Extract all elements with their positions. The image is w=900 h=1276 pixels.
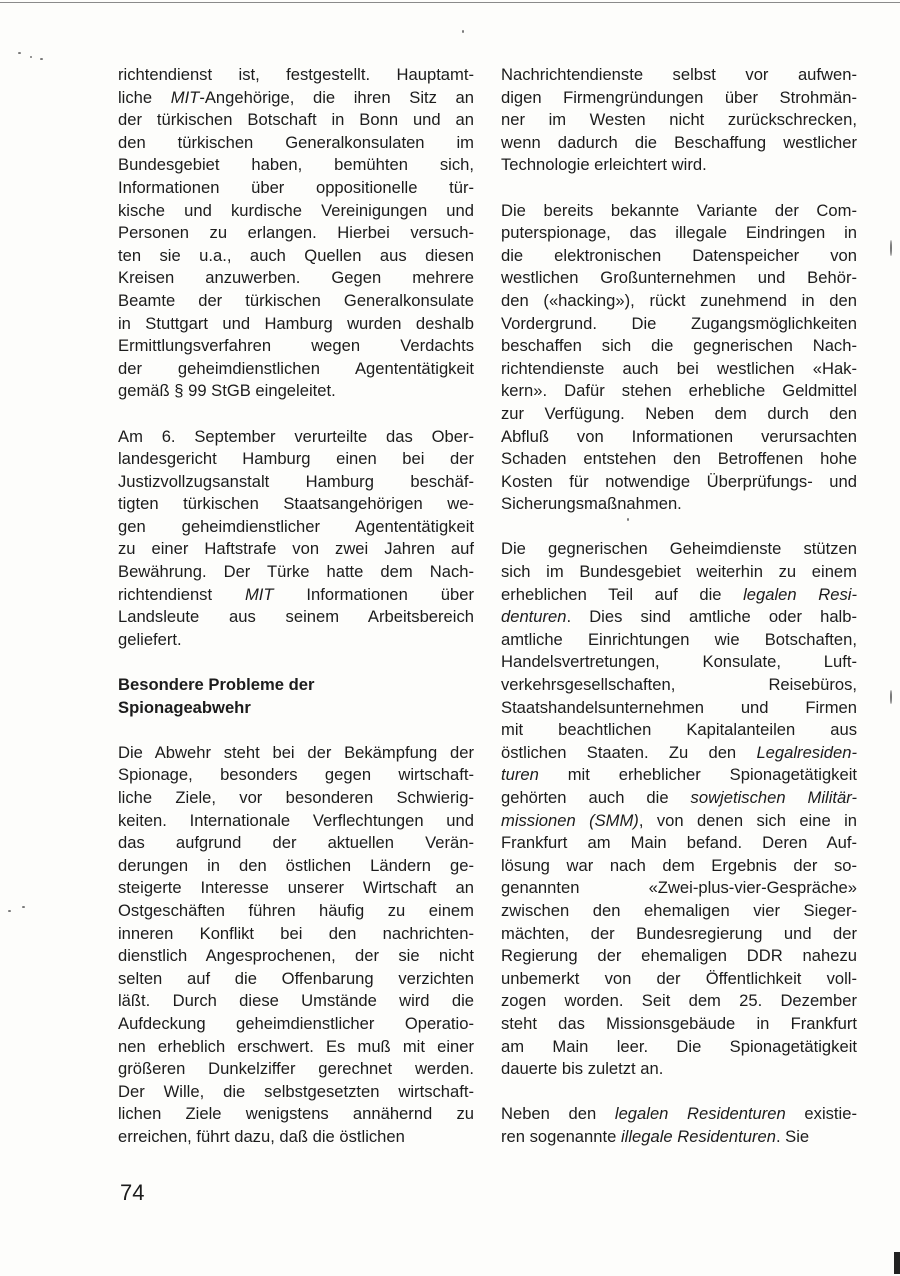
text-run: geliefert. [118, 629, 182, 649]
scan-speck [890, 240, 892, 256]
text-run: mit erheblicher Spionagetätigkeit [538, 765, 857, 785]
text-line [501, 132, 857, 155]
text-line [118, 787, 474, 810]
text-line [501, 1013, 857, 1036]
scan-speck [462, 30, 464, 33]
text-run: zur Verfügung. Neben dem durch den [501, 403, 857, 423]
text-line [501, 426, 857, 449]
text-line [501, 787, 857, 810]
text-line [118, 109, 474, 132]
text-run: landesgericht Hamburg einen bei der [118, 449, 474, 469]
text-run: östlichen Staaten. Zu den [501, 742, 757, 762]
text-line [118, 742, 474, 765]
text-run: Abfluß von Informationen verursachten [501, 426, 857, 446]
text-line [118, 561, 474, 584]
italic-text: denturen [501, 607, 567, 627]
right-text-column [501, 64, 857, 1149]
text-line [118, 674, 474, 697]
text-line [118, 493, 474, 516]
text-line [501, 109, 857, 132]
text-line [501, 471, 857, 494]
scan-speck [40, 58, 43, 60]
text-line [501, 200, 857, 223]
text-line [501, 674, 857, 697]
text-line [501, 810, 857, 833]
text-run: Frankfurt am Main befand. Deren Auf- [501, 833, 857, 853]
text-run: läßt. Durch diese Umstände wird die [118, 991, 474, 1011]
italic-text: MIT [170, 87, 200, 107]
text-line [118, 177, 474, 200]
text-line [118, 471, 474, 494]
text-line [501, 990, 857, 1013]
text-run: inneren Konflikt bei den nachrichten- [118, 923, 474, 943]
text-run: lichen Ziele wenigstens annähernd zu [118, 1104, 474, 1124]
text-line [501, 1058, 857, 1081]
text-line [501, 561, 857, 584]
text-run: Bewährung. Der Türke hatte dem Nach- [118, 562, 474, 582]
text-run: Kosten für notwendige Überprüfungs- und [501, 471, 857, 491]
text-line [501, 742, 857, 765]
text-line [118, 832, 474, 855]
text-line [118, 990, 474, 1013]
text-run: wenn dadurch die Beschaffung westlicher [501, 132, 857, 152]
text-line [118, 1081, 474, 1104]
text-line [501, 719, 857, 742]
text-line [118, 222, 474, 245]
text-line [118, 1036, 474, 1059]
text-run: größeren Dunkelziffer gerechnet werden. [118, 1059, 474, 1079]
paragraph [501, 64, 857, 177]
text-run: gemäß § 99 StGB eingeleitet. [118, 381, 336, 401]
text-run: Bundesgebiet haben, bemühten sich, [118, 155, 474, 175]
text-line [501, 87, 857, 110]
text-line [118, 923, 474, 946]
text-line [501, 538, 857, 561]
italic-text: sowjetischen Militär- [690, 788, 857, 807]
text-line [118, 877, 474, 900]
text-run: dauerte bis zuletzt an. [501, 1059, 664, 1079]
text-line [118, 335, 474, 358]
text-line [501, 968, 857, 991]
text-run: liche [118, 87, 171, 107]
text-line [118, 448, 474, 471]
text-line [501, 651, 857, 674]
text-line [501, 154, 857, 177]
text-line [118, 810, 474, 833]
text-run: Informationen über oppositionelle tür- [118, 177, 474, 197]
text-line [501, 923, 857, 946]
text-run: Beamte der türkischen Generalkonsulate [118, 290, 474, 310]
text-run: unbemerkt von der Öffentlichkeit voll- [501, 968, 857, 988]
text-line [118, 267, 474, 290]
text-line [118, 1126, 474, 1149]
text-run: Die Abwehr steht bei der Bekämpfung der [118, 742, 474, 762]
text-run: Staatshandelsunternehmen und Firmen [501, 697, 857, 717]
text-line [501, 606, 857, 629]
text-run: Die gegnerischen Geheimdienste stützen [501, 539, 857, 559]
text-line [118, 154, 474, 177]
text-run: dienstlich Angesprochenen, der sie nicht [118, 946, 474, 966]
text-line [501, 493, 857, 516]
text-run: erreichen, führt dazu, daß die östlichen [118, 1126, 405, 1146]
text-run: Aufdeckung geheimdienstlicher Operatio- [118, 1013, 474, 1033]
italic-text: illegale Residenturen [620, 1126, 776, 1146]
text-line [118, 945, 474, 968]
text-run: ten sie u.a., auch Quellen aus diesen [118, 245, 474, 265]
paragraph [118, 426, 474, 652]
text-line [118, 290, 474, 313]
text-run: verkehrsgesellschaften, Reisebüros, [501, 675, 857, 695]
text-run: existie- [785, 1104, 857, 1124]
text-run: genannten «Zwei-plus-vier-Gespräche» [501, 878, 857, 898]
text-run: keiten. Internationale Verflechtungen und [118, 810, 474, 830]
italic-text: MIT [244, 584, 274, 604]
italic-text: Legalresiden- [756, 742, 857, 762]
text-run: selten auf die Offenbarung verzichten [118, 968, 474, 988]
text-run: das aufgrund der aktuellen Verän- [118, 833, 474, 853]
text-line [501, 64, 857, 87]
paragraph [118, 64, 474, 403]
text-line [118, 900, 474, 923]
text-run: in Stuttgart und Hamburg wurden deshalb [118, 313, 474, 333]
text-line [501, 764, 857, 787]
scan-speck [627, 518, 629, 521]
text-run: den («hacking»), rückt zunehmend in den [501, 290, 857, 310]
paragraph [501, 538, 857, 1080]
text-run: den türkischen Generalkonsulaten im [118, 132, 474, 152]
text-line [501, 380, 857, 403]
text-line [118, 606, 474, 629]
text-run: beschaffen sich die gegnerischen Nach- [501, 336, 857, 356]
text-run: zu einer Haftstrafe von zwei Jahren auf [118, 539, 474, 559]
text-run: Schaden entstehen den Betroffenen hohe [501, 449, 857, 469]
paragraph [501, 1103, 857, 1148]
text-run: , von denen sich eine in [638, 810, 857, 830]
text-run: Personen zu erlangen. Hierbei versuch- [118, 223, 474, 243]
text-run: sich im Bundesgebiet weiterhin zu einem [501, 562, 857, 582]
text-line [501, 222, 857, 245]
text-line [501, 877, 857, 900]
text-line [118, 697, 474, 720]
italic-text: turen [501, 765, 539, 785]
text-run: . Sie [775, 1126, 810, 1146]
scan-speck [8, 910, 11, 912]
text-line [501, 358, 857, 381]
text-run: Ostgeschäften führen häufig zu einem [118, 900, 474, 920]
text-line [118, 584, 474, 607]
text-run: Handelsvertretungen, Konsulate, Luft- [501, 652, 857, 672]
text-line [118, 1013, 474, 1036]
text-line [501, 900, 857, 923]
text-run: Neben den [501, 1104, 615, 1124]
text-line [501, 335, 857, 358]
text-line [501, 697, 857, 720]
text-run: lösung war nach dem Ergebnis der so- [501, 855, 857, 875]
section-heading [118, 674, 474, 719]
text-run: richtendienste auch bei westlichen «Hak- [501, 358, 857, 378]
text-line [118, 855, 474, 878]
text-run: puterspionage, das illegale Eindringen in [501, 223, 857, 243]
text-run: gen geheimdienstlicher Agententätigkeit [118, 516, 474, 536]
text-run: nen erheblich erschwert. Es muß mit einer [118, 1036, 474, 1056]
text-run: Spionage, besonders gegen wirtschaft- [118, 765, 474, 785]
text-run: der geheimdienstlichen Agententätigkeit [118, 358, 474, 378]
text-run: zwischen den ehemaligen vier Sieger- [501, 900, 857, 920]
text-run: digen Firmengründungen über Strohmän- [501, 87, 857, 107]
text-line [118, 200, 474, 223]
text-run: ner im Westen nicht zurückschrecken, [501, 110, 857, 130]
scan-speck [22, 906, 25, 908]
text-line [118, 358, 474, 381]
text-line [501, 448, 857, 471]
text-run: der türkischen Botschaft in Bonn und an [118, 110, 474, 130]
page-top-rule [0, 2, 900, 3]
text-line [501, 290, 857, 313]
scan-edge-mark [894, 1252, 900, 1274]
text-line [118, 132, 474, 155]
text-run: kische und kurdische Vereinigungen und [118, 200, 474, 220]
text-line [501, 313, 857, 336]
text-line [118, 64, 474, 87]
text-line [118, 516, 474, 539]
italic-text: legalen Residenturen [614, 1104, 786, 1124]
text-run: zogen worden. Seit dem 25. Dezember [501, 991, 857, 1011]
text-run: gehörten auch die [501, 788, 691, 807]
text-run: richtendienst [118, 584, 245, 604]
text-line [118, 380, 474, 403]
text-run: Vordergrund. Die Zugangsmöglichkeiten [501, 313, 857, 333]
text-line [501, 267, 857, 290]
text-run: Sicherungsmaßnahmen. [501, 494, 682, 514]
text-run: Besondere Probleme der [118, 675, 315, 695]
left-text-column [118, 64, 474, 1149]
text-run: Der Wille, die selbstgesetzten wirtschaft- [118, 1081, 474, 1101]
text-line [501, 1103, 857, 1126]
text-line [501, 855, 857, 878]
text-line [118, 764, 474, 787]
text-line [501, 945, 857, 968]
text-line [118, 1058, 474, 1081]
text-run: liche Ziele, vor besonderen Schwierig- [118, 788, 474, 807]
text-line [118, 1103, 474, 1126]
scan-speck [30, 56, 32, 58]
text-line [118, 245, 474, 268]
text-line [118, 426, 474, 449]
text-run: Die bereits bekannte Variante der Com- [501, 200, 857, 220]
text-run: Nachrichtendienste selbst vor aufwen- [501, 65, 857, 84]
text-line [501, 1126, 857, 1149]
italic-text: legalen Resi- [743, 584, 857, 604]
scan-speck [18, 52, 21, 54]
text-line [501, 1036, 857, 1059]
text-line [501, 832, 857, 855]
paragraph [501, 200, 857, 516]
text-run: mit beachtlichen Kapitalanteilen aus [501, 720, 857, 740]
text-line [501, 629, 857, 652]
text-run: derungen in den östlichen Ländern ge- [118, 855, 474, 875]
text-run: erheblichen Teil auf die [501, 584, 744, 604]
text-line [118, 968, 474, 991]
page-number: 74 [120, 1180, 145, 1205]
text-run: Regierung der ehemaligen DDR nahezu [501, 946, 857, 966]
text-run: tigten türkischen Staatsangehörigen we- [118, 494, 474, 514]
text-run: Technologie erleichtert wird. [501, 155, 707, 175]
text-line [501, 403, 857, 426]
text-run: Am 6. September verurteilte das Ober- [118, 426, 474, 446]
text-line [118, 629, 474, 652]
text-run: mächten, der Bundesregierung und der [501, 923, 857, 943]
text-run: Justizvollzugsanstalt Hamburg beschäf- [118, 471, 474, 491]
text-run: Informationen über [273, 584, 474, 604]
text-run: die elektronischen Datenspeicher von [501, 245, 857, 265]
text-line [118, 313, 474, 336]
text-run: Landsleute aus seinem Arbeitsbereich [118, 607, 474, 627]
text-run: steigerte Interesse unserer Wirtschaft an [118, 878, 474, 898]
text-run: ren sogenannte [501, 1126, 621, 1146]
text-run: Kreisen anzuwerben. Gegen mehrere [118, 268, 474, 288]
scan-speck [890, 690, 892, 704]
text-run: Ermittlungsverfahren wegen Verdachts [118, 336, 474, 356]
text-line [501, 245, 857, 268]
text-run: steht das Missionsgebäude in Frankfurt [501, 1013, 857, 1033]
paragraph [118, 742, 474, 1149]
text-run: richtendienst ist, festgestellt. Hauptamt- [118, 65, 474, 84]
text-run: Spionageabwehr [118, 697, 251, 717]
text-run: am Main leer. Die Spionagetätigkeit [501, 1036, 857, 1056]
text-line [501, 584, 857, 607]
text-run: . Dies sind amtliche oder halb- [566, 607, 857, 627]
italic-text: missionen (SMM) [501, 810, 639, 830]
text-run: amtliche Einrichtungen wie Botschaften, [501, 629, 857, 649]
text-run: -Angehörige, die ihren Sitz an [199, 87, 474, 107]
text-line [118, 538, 474, 561]
text-line [118, 87, 474, 110]
text-run: westlichen Großunternehmen und Behör- [501, 268, 857, 288]
text-run: kern». Dafür stehen erhebliche Geldmittel [501, 381, 857, 401]
